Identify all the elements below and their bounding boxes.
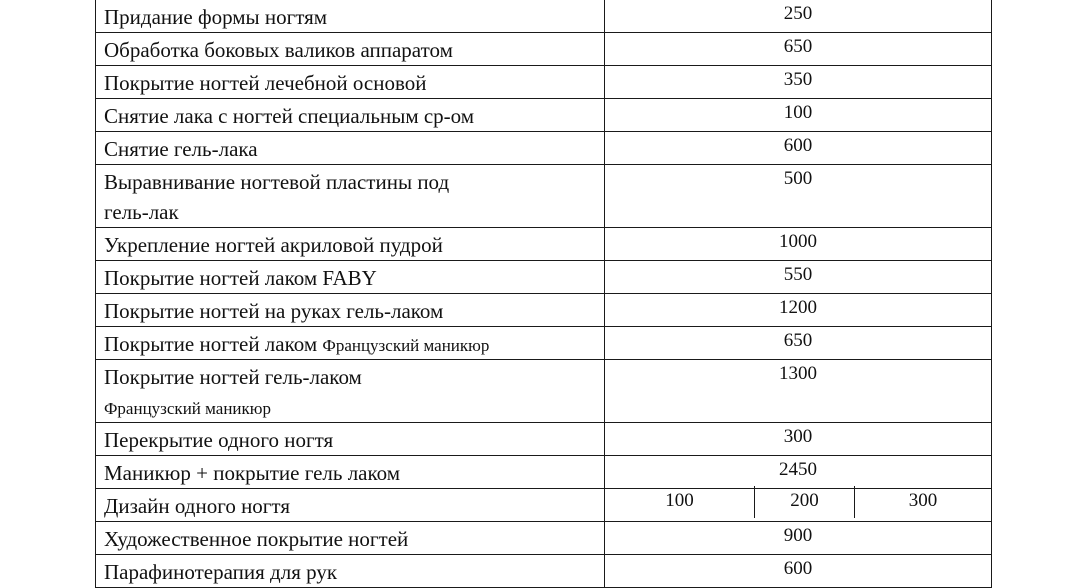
- table-row: [96, 294, 992, 327]
- table-row: [96, 99, 992, 132]
- table-row: [96, 423, 992, 456]
- service-name: Покрытие ногтей лечебной основой: [96, 66, 605, 99]
- service-price: 1300: [605, 360, 992, 423]
- service-name: Парафинотерапия для рук: [96, 555, 605, 588]
- service-price: 1200: [605, 294, 992, 327]
- service-price: 600: [605, 132, 992, 165]
- service-name: Снятие лака с ногтей специальным ср-ом: [96, 99, 605, 132]
- service-price-group: [605, 489, 992, 522]
- service-name: Покрытие ногтей гель-лаком Французский маникюр: [96, 360, 605, 423]
- table-row: [96, 228, 992, 261]
- table-row: [96, 0, 992, 33]
- service-name: Придание формы ногтям: [96, 0, 605, 33]
- table-row: [96, 456, 992, 489]
- service-name: Маникюр + покрытие гель лаком: [96, 456, 605, 489]
- service-name: Укрепление ногтей акриловой пудрой: [96, 228, 605, 261]
- service-price-option: 200: [754, 486, 854, 518]
- service-name: Покрытие ногтей на руках гель-лаком: [96, 294, 605, 327]
- service-price: 2450: [605, 456, 992, 489]
- table-row: [96, 522, 992, 555]
- table-row: [96, 132, 992, 165]
- price-table: [95, 0, 992, 588]
- table-row: [96, 327, 992, 360]
- service-price-option: 300: [854, 486, 991, 518]
- table-row: [96, 33, 992, 66]
- table-row: [96, 165, 992, 228]
- service-price: 100: [605, 99, 992, 132]
- service-name: Художественное покрытие ногтей: [96, 522, 605, 555]
- table-row: [96, 489, 992, 522]
- service-name: Обработка боковых валиков аппаратом: [96, 33, 605, 66]
- service-price: 500: [605, 165, 992, 228]
- service-price: 350: [605, 66, 992, 99]
- service-price: 650: [605, 327, 992, 360]
- service-price: 1000: [605, 228, 992, 261]
- service-price: 300: [605, 423, 992, 456]
- table-row: [96, 66, 992, 99]
- service-price: 900: [605, 522, 992, 555]
- table-row: [96, 555, 992, 588]
- service-price: 600: [605, 555, 992, 588]
- table-row: [96, 360, 992, 423]
- service-name: Перекрытие одного ногтя: [96, 423, 605, 456]
- service-name: Дизайн одного ногтя: [96, 489, 605, 522]
- service-name: Покрытие ногтей лаком Французский маникюр: [96, 327, 605, 360]
- service-price: 250: [605, 0, 992, 33]
- service-price: 650: [605, 33, 992, 66]
- service-name: Покрытие ногтей лаком FABY: [96, 261, 605, 294]
- table-row: [96, 261, 992, 294]
- service-price: 550: [605, 261, 992, 294]
- service-name: Снятие гель-лака: [96, 132, 605, 165]
- service-price-option: 100: [665, 490, 694, 511]
- service-name: Выравнивание ногтевой пластины под гель-лак: [96, 165, 605, 228]
